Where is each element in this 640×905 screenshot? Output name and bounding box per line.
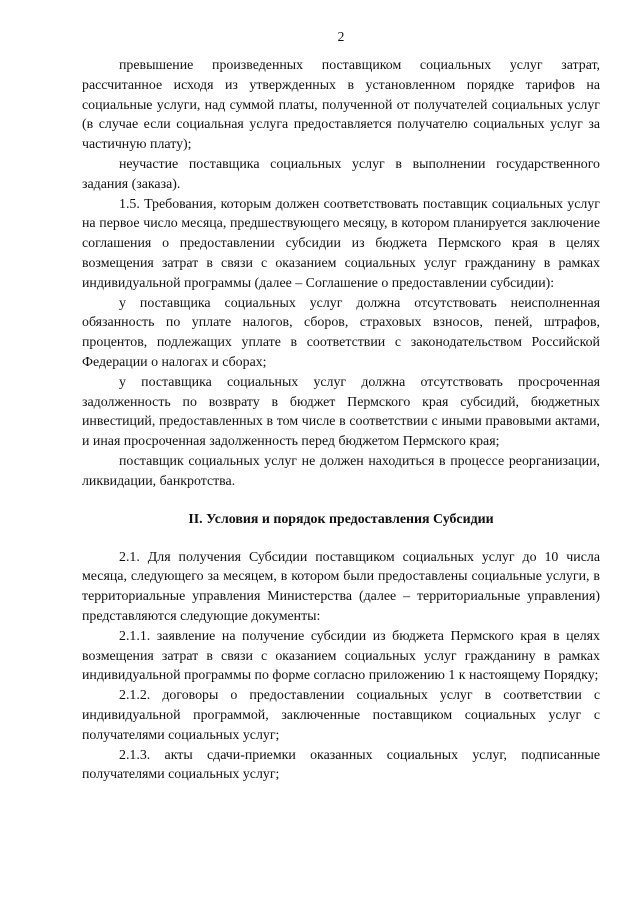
paragraph-no-overdue-debt: у поставщика социальных услуг должна отсутствовать просроченная задолженность по возврату в бюджет Пермского края субсидий, бюджетных инвестиций, предоставленных в том числе в соответствии с иными правовыми актами, и иная просроченная задолженность перед бюджетом Пермского края; bbox=[82, 374, 600, 450]
paragraph-2-1-2: 2.1.2. договоры о предоставлении социальных услуг в соответствии с индивидуальной программой, заключенные поставщиком социальных услуг с получателями социальных услуг; bbox=[82, 688, 600, 743]
paragraph-no-reorganization: поставщик социальных услуг не должен находиться в процессе реорганизации, ликвидации, банкротства. bbox=[82, 453, 600, 489]
paragraph-tariff-excess: превышение произведенных поставщиком социальных услуг затрат, рассчитанное исходя из утвержденных в установленном порядке тарифов на социальные услуги, над суммой платы, полученной от получателей социальных услуг (в случае если социальная услуга предоставляется получателю социальных услуг за частичную плату); bbox=[82, 58, 600, 153]
document-body bbox=[82, 56, 600, 785]
paragraph-1-5-requirements: 1.5. Требования, которым должен соответствовать поставщик социальных услуг на первое число месяца, предшествующего месяцу, в котором планируется заключение соглашения о предоставлении субсидии из бюджета Пермского края в целях возмещения затрат в связи с оказанием социальных услуг гражданину в рамках индивидуальной программы (далее – Соглашение о предоставлении субсидии): bbox=[82, 196, 600, 291]
paragraph-2-1-1: 2.1.1. заявление на получение субсидии из бюджета Пермского края в целях возмещения затрат в связи с оказанием социальных услуг гражданину в рамках индивидуальной программы по форме согласно приложению 1 к настоящему Порядку; bbox=[82, 628, 600, 684]
section-heading: II. Условия и порядок предоставления Субсидии bbox=[188, 511, 494, 527]
paragraph-2-1-3: 2.1.3. акты сдачи-приемки оказанных социальных услуг, подписанные получателями социальных услуг; bbox=[82, 747, 600, 783]
paragraph-no-tax-debt: у поставщика социальных услуг должна отсутствовать неисполненная обязанность по уплате налогов, сборов, страховых взносов, пеней, штрафов, процентов, подлежащих уплате в соответствии с законодательством Российской Федерации о налогах и сборах; bbox=[82, 295, 600, 370]
paragraph-2-1: 2.1. Для получения Субсидии поставщиком социальных услуг до 10 числа месяца, следующего за месяцем, в котором были предоставлены социальные услуги, в территориальные управления Министерства (далее – территориальные управления) представляются следующие документы: bbox=[82, 549, 600, 624]
paragraph-no-state-order: неучастие поставщика социальных услуг в выполнении государственного задания (заказа). bbox=[82, 156, 600, 192]
page-number: 2 bbox=[337, 29, 345, 44]
